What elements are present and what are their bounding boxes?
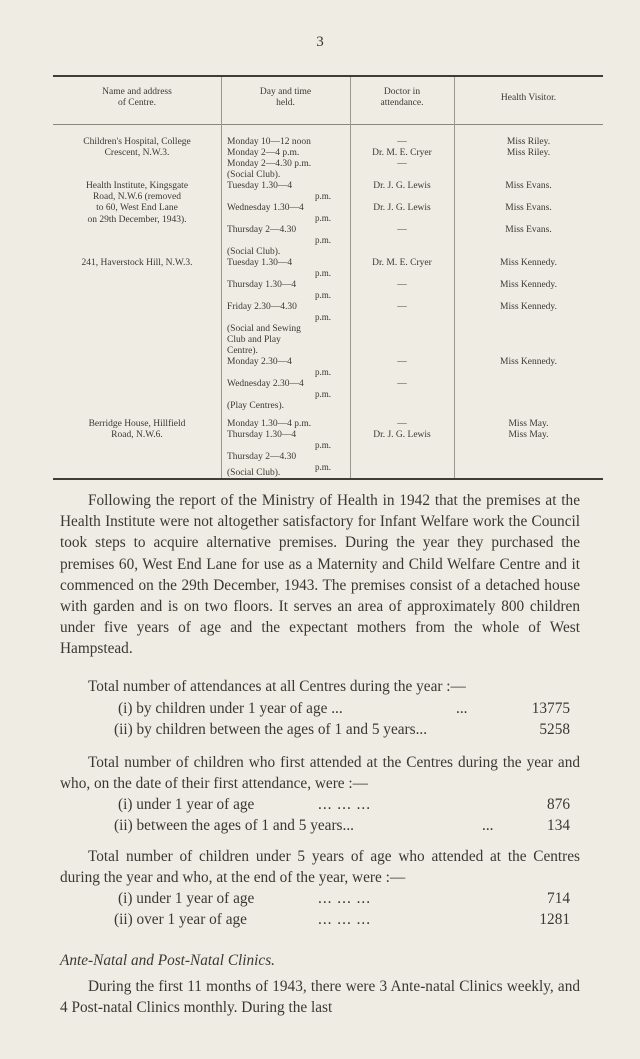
- first-1-to-5-dots: ...: [482, 817, 494, 834]
- session-health-visitor: Miss May.: [508, 419, 549, 429]
- session-doctor: —: [397, 357, 407, 367]
- session-health-visitor: Miss Evans.: [505, 181, 552, 191]
- session-pm: p.m.: [315, 213, 332, 223]
- session-day: Thursday 1.30—4: [227, 430, 297, 440]
- paragraph-premises: Following the report of the Ministry of Health in 1942 that the premises at the Health Institute were not altogether satisfactory for Infant Welfare work the Council took steps to acquire alternative premises. During the year they purchased the premises 60, West End Lane for use as a Maternity and Child Welfare Centre and it commenced on the 29th December, 1943. The premises consist of a detached house with garden and is on two floors. It serves an area of approximately 800 children under five years of age and the expectant mothers from the whole of West Hampstead.: [60, 492, 580, 658]
- page-number: 3: [316, 34, 324, 50]
- first-1-to-5-value: 134: [547, 817, 570, 834]
- attendances-1-to-5-label: (ii) by children between the ages of 1 and 5 years...: [114, 721, 428, 738]
- table-top-rule: [53, 75, 603, 77]
- session-doctor: Dr. J. G. Lewis: [373, 181, 431, 191]
- first-1-to-5-label: (ii) between the ages of 1 and 5 years...: [114, 817, 354, 834]
- session-day: Monday 2—4 p.m.: [227, 148, 300, 158]
- centres-table: [53, 75, 603, 482]
- session-day: (Social Club).: [227, 247, 281, 257]
- session-doctor: —: [397, 137, 407, 147]
- session-day: Thursday 1.30—4: [227, 280, 297, 290]
- session-pm: p.m.: [315, 440, 332, 450]
- session-doctor: —: [397, 419, 407, 429]
- session-doctor: —: [397, 225, 407, 235]
- under-5-under-1-label: (i) under 1 year of age: [118, 890, 255, 907]
- session-day: Monday 2—4.30 p.m. (Social Club).: [227, 159, 312, 181]
- centre-health-institute: Health Institute, Kingsgate Road, N.W.6 (removed to 60, West End Lane on 29th December, 1943).: [85, 181, 189, 225]
- paragraph-clinics: During the first 11 months of 1943, there were 3 Ante-natal Clinics weekly, and 4 Post-natal Clinics monthly. During the last: [60, 978, 580, 1017]
- session-day: Tuesday 1.30—4: [227, 258, 293, 268]
- session-day: (Play Centres).: [227, 401, 284, 411]
- session-doctor: —: [397, 379, 407, 389]
- session-health-visitor: Miss Kennedy.: [500, 357, 557, 367]
- attendances-under-1-label: (i) by children under 1 year of age ...: [118, 700, 343, 717]
- session-pm: p.m.: [315, 389, 332, 399]
- session-health-visitor: Miss Riley.: [506, 137, 551, 147]
- session-doctor: Dr. M. E. Cryer: [372, 258, 432, 268]
- under-5-over-1-dots: ... ... ...: [318, 911, 372, 928]
- session-day: (Social Club).: [227, 468, 281, 478]
- session-pm: p.m.: [315, 462, 332, 472]
- section-heading: Ante-Natal and Post-Natal Clinics.: [60, 952, 276, 969]
- session-doctor: Dr. J. G. Lewis: [373, 430, 431, 440]
- session-day: Monday 2.30—4: [227, 357, 292, 367]
- table-header-rule: [53, 124, 603, 125]
- header-name: Name and address of Centre.: [102, 87, 172, 108]
- centre-childrens-hospital: Children's Hospital, College Crescent, N.W.3.: [83, 137, 191, 159]
- under-5-over-1-label: (ii) over 1 year of age: [114, 911, 247, 928]
- first-under-1-label: (i) under 1 year of age: [118, 796, 255, 813]
- session-day: Monday 10—12 noon: [227, 137, 311, 147]
- attendances-1-to-5-value: 5258: [539, 721, 570, 738]
- session-day: Wednesday 1.30—4: [227, 203, 304, 213]
- session-pm: p.m.: [315, 235, 332, 245]
- header-doctor: Doctor in attendance.: [380, 87, 424, 108]
- first-under-1-dots: ... ... ...: [318, 796, 372, 813]
- session-pm: p.m.: [315, 290, 332, 300]
- session-day: (Social and Sewing Club and Play Centre).: [227, 324, 301, 357]
- session-day: Thursday 2—4.30: [227, 225, 297, 235]
- session-day: Wednesday 2.30—4: [227, 379, 304, 389]
- attendances-under-1-dots: ...: [456, 700, 468, 717]
- session-doctor: —: [397, 280, 407, 290]
- first-attendance-intro: Total number of children who first attended at the Centres during the year and who, on the date of their first attendance, were :—: [60, 754, 580, 793]
- session-pm: p.m.: [315, 191, 332, 201]
- session-pm: p.m.: [315, 312, 332, 322]
- centre-berridge-house: Berridge House, Hillfield Road, N.W.6.: [88, 419, 186, 441]
- session-pm: p.m.: [315, 367, 332, 377]
- session-pm: p.m.: [315, 268, 332, 278]
- under-5-over-1-value: 1281: [539, 911, 570, 928]
- column-divider: [221, 77, 222, 478]
- session-health-visitor: Miss Kennedy.: [500, 258, 557, 268]
- session-day: Monday 1.30—4 p.m.: [227, 419, 312, 429]
- header-day: Day and time held.: [259, 87, 312, 108]
- under-5-under-1-dots: ... ... ...: [318, 890, 372, 907]
- session-doctor: Dr. J. G. Lewis: [373, 203, 431, 213]
- first-under-1-value: 876: [547, 796, 570, 813]
- session-health-visitor: Miss May.: [508, 430, 549, 440]
- under-5-under-1-value: 714: [547, 890, 570, 907]
- table-bottom-rule: [53, 478, 603, 480]
- session-health-visitor: Miss Evans.: [505, 203, 552, 213]
- session-health-visitor: Miss Riley.: [506, 148, 551, 158]
- session-health-visitor: Miss Kennedy.: [500, 302, 557, 312]
- session-health-visitor: Miss Evans.: [505, 225, 552, 235]
- under-5-intro: Total number of children under 5 years of age who attended at the Centres during the year and who, at the end of the year, were :—: [60, 848, 580, 887]
- session-day: Tuesday 1.30—4: [227, 181, 293, 191]
- session-doctor: Dr. M. E. Cryer: [372, 148, 432, 158]
- session-health-visitor: Miss Kennedy.: [500, 280, 557, 290]
- session-doctor: —: [397, 159, 407, 169]
- session-day: Friday 2.30—4.30: [227, 302, 297, 312]
- session-doctor: —: [397, 302, 407, 312]
- centre-haverstock-hill: 241, Haverstock Hill, N.W.3.: [81, 258, 193, 268]
- attendances-under-1-value: 13775: [531, 700, 570, 717]
- header-visitor: Health Visitor.: [500, 93, 557, 103]
- attendances-intro: Total number of attendances at all Centres during the year :—: [88, 678, 466, 695]
- session-day: Thursday 2—4.30: [227, 452, 297, 462]
